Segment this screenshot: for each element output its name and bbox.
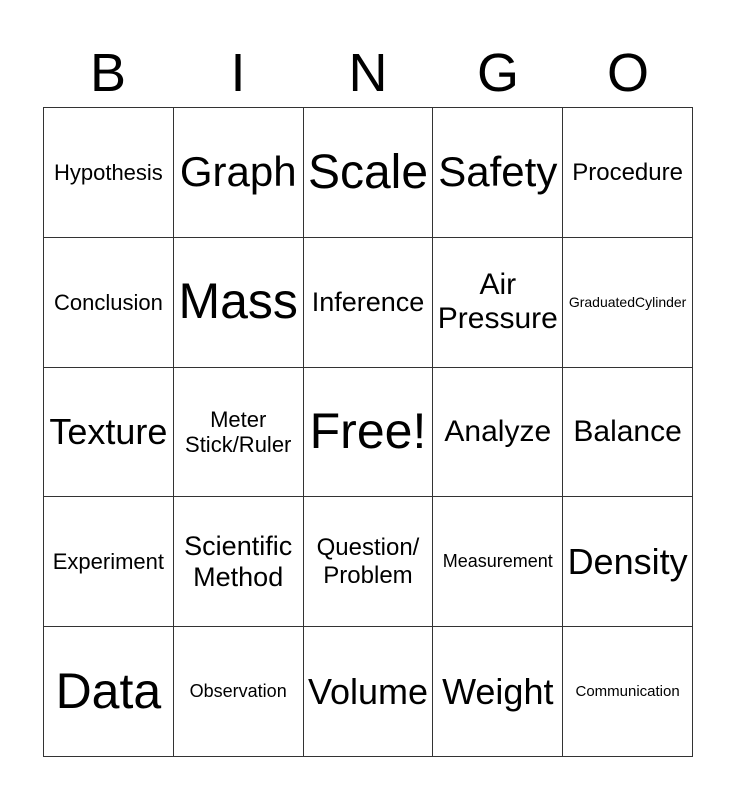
bingo-cell[interactable]: Scientific Method [174, 497, 304, 627]
bingo-cell[interactable]: Conclusion [44, 238, 174, 368]
bingo-cell[interactable]: Graph [174, 108, 304, 238]
bingo-header [43, 40, 693, 106]
bingo-cell[interactable]: Data [44, 627, 174, 757]
header-letter-g: G [476, 43, 519, 103]
bingo-cell[interactable]: Analyze [433, 368, 563, 498]
bingo-cell[interactable]: Question/ Problem [304, 497, 434, 627]
bingo-cell[interactable]: Inference [304, 238, 434, 368]
bingo-cell[interactable]: Scale [304, 108, 434, 238]
bingo-board [43, 107, 693, 757]
bingo-cell[interactable]: Communication [563, 627, 693, 757]
header-letter-i: I [230, 43, 246, 103]
bingo-cell[interactable]: Experiment [44, 497, 174, 627]
bingo-cell[interactable]: Air Pressure [433, 238, 563, 368]
bingo-cell[interactable]: Safety [433, 108, 563, 238]
bingo-cell[interactable]: Balance [563, 368, 693, 498]
header-letter-n: N [348, 43, 388, 103]
bingo-cell[interactable]: Mass [174, 238, 304, 368]
bingo-cell[interactable]: Texture [44, 368, 174, 498]
bingo-cell[interactable]: Free! [304, 368, 434, 498]
bingo-cell[interactable]: Volume [304, 627, 434, 757]
bingo-cell[interactable]: Observation [174, 627, 304, 757]
bingo-cell[interactable]: Density [563, 497, 693, 627]
bingo-cell[interactable]: Hypothesis [44, 108, 174, 238]
bingo-cell[interactable]: Weight [433, 627, 563, 757]
bingo-cell[interactable]: GraduatedCylinder [563, 238, 693, 368]
header-letter-o: O [606, 43, 649, 103]
header-letter-b: B [89, 43, 127, 103]
bingo-cell[interactable]: Meter Stick/Ruler [174, 368, 304, 498]
bingo-cell[interactable]: Procedure [563, 108, 693, 238]
bingo-cell[interactable]: Measurement [433, 497, 563, 627]
